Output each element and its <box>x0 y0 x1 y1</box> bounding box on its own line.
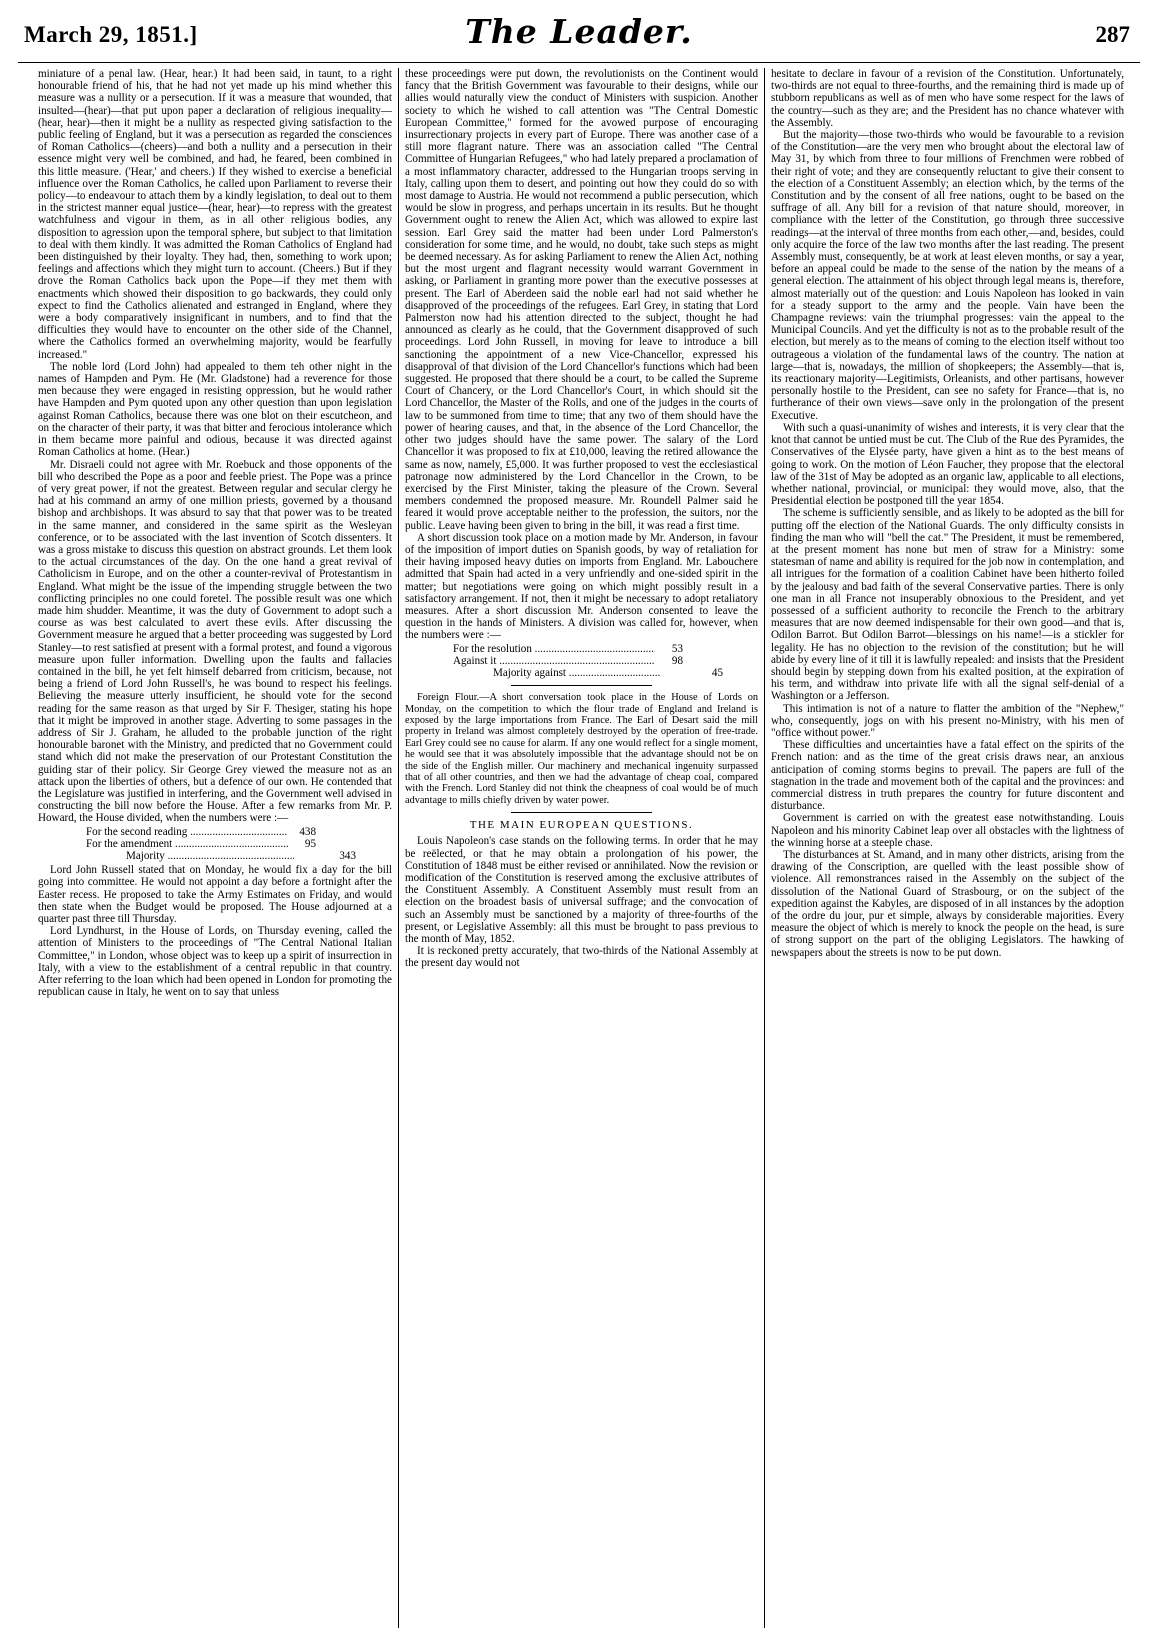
paragraph: hesitate to declare in favour of a revision of the Constitution. Unfortunately, two-thirds are not equal to three-fourths, and the remaining third is made up of stubborn republicans as well as of men who have some respect for the laws of the country—such as they are; and the President has no chance whatever with the Assembly. <box>771 68 1124 129</box>
section-divider <box>511 685 652 686</box>
paragraph: The noble lord (Lord John) had appealed to them teh other night in the names of Hampden and Pym. He (Mr. Gladstone) had a reverence for those men because they were engaged in resisting oppression, but he would rather have Hampden and Pym quoted upon any other question than upon legislation against Roman Catholics, because there was one blot on their escutcheon, and on the character of their party, it was that bitter and ferocious intolerance which in them became more painful and odious, because it was directed against Roman Catholics at home. (Hear.) <box>38 360 392 459</box>
paragraph: A short discussion took place on a motion made by Mr. Anderson, in favour of the imposition of import duties on Spanish goods, by way of retaliation for their having imposed heavy duties on imports from England. Mr. Labouchere admitted that Spain had acted in a very unfriendly and one-sided spirit in the matter; but negotiations were going on which might possibly result in a satisfactory arrangement. If not, then it might be necessary to adopt retaliatory measures. After a short discussion Mr. Anderson consented to leave the question in the hands of Ministers. A division was called for, however, when the numbers were :— <box>405 531 758 642</box>
section-divider <box>511 812 652 813</box>
paragraph: Lord John Russell stated that on Monday, he would fix a day for the bill going into committee. He would not appoint a day before a fortnight after the Easter recess. He proposed to take the Army Estimates on Friday, and would then state when the Budget would be proposed. The House adjourned at a quarter past three till Thursday. <box>38 864 392 926</box>
article-columns <box>32 68 1132 1628</box>
division-row: For the second reading ..... 438 <box>86 826 316 838</box>
column-3 <box>764 68 1130 1628</box>
issue-date: March 29, 1851.] <box>24 22 198 47</box>
header-rule <box>18 62 1140 63</box>
paragraph: The scheme is sufficiently sensible, and as likely to be adopted as the bill for putting off the election of the National Guards. The only difficulty consists in finding the man who will "bell the cat." The President, it must be remembered, at the present moment has none but men of straw for a Ministry: some statesman of name and ability is required for the job now in contemplation, and all intrigues for the formation of a coalition Cabinet have been hitherto foiled by the jealousy and bad faith of the several Conservative parties. There is only one man in all France not insuperably obnoxious to the President, and yet possessed of a sufficient authority to reconcile the French to the arbitrary measures that are now deemed indispensable for their own good—and that is, Odilon Barrot. But Odilon Barrot—blessings on his name!—is a stickler for legality. He has no objection to the revision of the constitution; but he will abide by every line of it till it is lawfully repealed: and insists that the President should begin by stepping down from his exalted position, at the expiration of his term, and withdraw into private life with all the signal self-denial of a Washington or a Jefferson. <box>771 507 1124 703</box>
paragraph: Government is carried on with the greatest ease notwithstanding. Louis Napoleon and his minority Cabinet leap over all obstacles with the lightness of the winning horse at a steeple chase. <box>771 812 1124 849</box>
paragraph: These difficulties and uncertainties have a fatal effect on the spirits of the French nation: and as the time of the great crisis draws near, an anxious anticipation of coming storms begins to prevail. The papers are full of the stagnation in the trade and movement both of the capital and the provinces: and commercial distress in truth prepares the country for future discontent and disturbance. <box>771 739 1124 813</box>
division-table <box>38 826 392 863</box>
column-2 <box>398 68 764 1628</box>
division-table <box>405 643 758 680</box>
masthead <box>0 0 1158 56</box>
paragraph: miniature of a penal law. (Hear, hear.) It had been said, in taunt, to a right honourable friend of his, that he had not yet made up his mind whether this measure was a nullity or a persecution. If it was a measure that wounded, that insulted—(hear)—that put upon paper a declaration of religious inequality—(hear, hear)—then it might be a nullity as respected giving satisfaction to the public feeling of England, but it was a persecution as regarded the consciences of Roman Catholics—(cheers)—and both a nullity and a persecution in their essence might very well be combined, and had, he feared, been combined in this little measure. ('Hear,' and cheers.) If they wished to exercise a beneficial influence over the Roman Catholics, he called upon Parliament to reverse their policy—to endeavour to attach them by a kindly legislation, to deal out to them in the strictest manner equal justice—(hear, hear)—to repress with the greatest watchfulness and vigour in them, as in all other religious bodies, any disposition to agression upon the temporal sphere, but subject to that limitation to deal with them kindly. It was admitted the Roman Catholics of England had been distinguished by their loyalty. They had, then, something to work upon; feelings and affections which they might turn to account. (Cheers.) But if they drove the Roman Catholics back upon the Pope—if they met them with enactments which showed their disposition to go backwards, they could only expect to find the Catholics alienated and estranged in England, where they were a body comparatively insignificant in numbers, and to find that the difficulties they would have to encounter on the other side of the Channel, where the Catholics formed an overwhelming majority, would be fearfully increased." <box>38 68 392 361</box>
paragraph: But the majority—those two-thirds who would be favourable to a revision of the Constitution—are the very men who brought about the electoral law of May 31, by which from three to four millions of Frenchmen were robbed of their right of vote; and they are consequently reluctant to give their consent to the election of a Constituent Assembly; an election which, by the terms of the Constitution and by the consent of all free nations, ought to be based on the suffrage of all. Any bill for a revision of that nature should, moreover, in compliance with the letter of the Constitution, go through three successive readings—at the interval of three months from each other,—and, besides, could only acquire the force of the law two months after the last reading. The present Assembly must, consequently, be at work at least eleven months, or say a year, before an appeal could be made to the sense of the nation by the means of a general election. The attainment of his object through legal means is, therefore, almost materially out of the question: and Louis Napoleon has looked in vain for a steady support to the army and the people. Vain have been the Champagne reviews: vain the triumphal progresses: vain the appeal to the Municipal Councils. And yet the difficulty is not as to the probable result of the election, but merely as to the means of coming to the election itself without too outrageous a violation of the fundamental laws of the country. The nation at large—that is, nowadays, the million of shopkeepers; the Assembly—that is, its reactionary majority—Legitimists, Orleanists, and other partisans, however personally hostile to the President, can see no safety for France—that is, no furtherance of their own views—save only in the prolongation of the present Executive. <box>771 129 1124 422</box>
paragraph: Mr. Disraeli could not agree with Mr. Roebuck and those opponents of the bill who described the Pope as a poor and feeble priest. The Pope was a prince of very great power, if not the greatest. Between regular and secular clergy he had at his command an army of one million priests, governed by a thousand bishop and archbishops. It was absurd to say that that power was to be treated in the same manner, and considered in the same spirit as the Wesleyan conference, or to be associated with the last invention of Scotch dissenters. It was a gross mistake to discuss this question on abstract grounds. Let them look to the actual circumstances of the day. On the one hand a great revival of Catholicism in Europe, and on the other a counter-revival of Protestantism in England. What might be the issue of the impending struggle between the two conflicting principles no one could foretel. The possible result was one which made him shudder. Meantime, it was the duty of Government to adopt such a course as was best calculated to avert these evils. After discussing the Government measure he argued that a better proceeding was suggested by Lord Stanley—to rest satisfied at present with a formal protest, and found a vigorous measure upon fuller information. Dwelling upon the faults and fallacies contained in the bill, he yet felt himself debarred from criticism, because, not being a friend of Lord John Russell's, he was bound to respect his feelings. Believing the measure utterly insufficient, he should vote for the second reading for the same reason as that urged by Sir F. Thesiger, stating his hope that it might be improved in another stage. Adverting to some passages in the address of Sir J. Graham, he alluded to the probable junction of the right honourable baronet with the Ministry, and predicted that no Government could stand which did not make the preservation of our Protestant Constitution the guiding star of their policy. Sir George Grey viewed the measure not as an attack upon the liberties of others, but a defence of our own. He contended that the Legislature was justified in interfering, and the Government well advised in constructing the bill now before the House. After a few remarks from Mr. P. Howard, the House divided, when the numbers were :— <box>38 458 392 825</box>
paragraph: The disturbances at St. Amand, and in many other districts, arising from the drawing of the Conscription, are quelled with the least possible show of violence. All remonstrances raised in the Assembly on the subject of the dissolution of the National Guard of Strasbourg, or on the subject of the expedition against the Kabyles, are disposed of in all instances by the adoption of the ordre du jour, pur et simple, always by considerable majorities. Every measure the object of which is merely to knock the people on the head, is sure of strong support on the part of the obliging Legislators. The hawking of newspapers about the streets is now to be put down. <box>771 849 1124 959</box>
paragraph: It is reckoned pretty accurately, that two-thirds of the National Assembly at the present day would not <box>405 945 758 970</box>
paragraph: these proceedings were put down, the revolutionists on the Continent would fancy that the British Government was favourable to their designs, while our allies would naturally view the conduct of Ministers with suspicion. Another society to which he wished to call attention was "The Central Domestic European Committee," formed for the avowed purpose of encouraging insurrectionary projects in every part of Europe. There was another case of a still more flagrant nature. There was an association called "The Central Committee of Hungarian Refugees," who had lately prepared a proclamation of a most inflammatory character, addressed to the Hungarian troops serving in Italy, calling upon them to desert, and pointing out how they could do so with most damage to Austria. He would not recommend a public persecution, which would be slow in progress, and perhaps uncertain in its results. But he thought Government ought to renew the Alien Act, which was allowed to expire last session. Earl Grey said the matter had been under Lord Palmerston's consideration for some time, and he would, no doubt, take such steps as might be deemed necessary. As for asking Parliament to renew the Alien Act, nothing but the most urgent and flagrant necessity would warrant Government in asking, or Parliament in granting more power than the executive possesses at present. The Earl of Aberdeen said the noble earl had not said whether he disapproved of the proceedings of the refugees. Earl Grey, in stating that Lord Palmerston now had his attention directed to the subject, thought he had announced as clearly as he could, that the Government disapproved of such proceedings. Lord John Russell, in moving for leave to introduce a bill sanctioning the appointment of a new Vice-Chancellor, expressed his disapproval of that division of the Lord Chancellor's functions which had been suggested. He proposed that there should be a court, to be called the Supreme Court of Chancery, or the Lord Chancellor's Court, in which should sit the Lord Chancellor, the Master of the Rolls, and one of the judges in the courts of law to be summoned from time to time; that any two of them should have the power of hearing causes, and that, in the absence of the Lord Chancellor, the other two judges should have the same power. The salary of the Lord Chancellor it was proposed to fix at £10,000, leaving the retired allowance the same as now, namely, £5,000. It was further proposed to vest the ecclesiastical patronage now administered by the Lord Chancellor in the Crown, to be exercised by the First Minister, taking the pleasure of the Crown. Several members condemned the proposed measure. Mr. Roundell Palmer said he feared it would prove acceptable neither to the profession, the suitors, nor the public. Leave having been given to bring in the bill, it was read a first time. <box>405 68 758 532</box>
division-row: For the resolution ..... 53 <box>453 643 683 655</box>
newspaper-title: The Leader. <box>465 12 693 51</box>
paragraph: Foreign Flour.—A short conversation took place in the House of Lords on Monday, on the competition to which the flour trade of England and Ireland is exposed by the large importations from France. The Earl of Desart said the mill property in Ireland was almost completely destroyed by the operation of free-trade. Earl Grey could see no cause for alarm. If any one would reflect for a single moment, he would see that it was absolutely impossible that the advantage should not be on the side of the English miller. Our machinery and mechanical ingenuity surpassed that of all other countries, and then we had the advantage of cheap coal, compared with the French. Lord Stanley did not think the cheapness of coal would be of much advantage to mills chiefly driven by water power. <box>405 692 758 806</box>
paragraph: This intimation is not of a nature to flatter the ambition of the "Nephew," who, consequently, jogs on with his present no-Ministry, with his men of "office without power." <box>771 702 1124 739</box>
division-majority: Majority ..... 343 <box>86 850 356 862</box>
column-1 <box>32 68 398 1628</box>
paragraph: Lord Lyndhurst, in the House of Lords, on Thursday evening, called the attention of Ministers to the proceedings of "The Central National Italian Committee," in London, whose object was to keep up a spirit of insurrection in Italy, with a view to the establishment of a central republic in that country. After referring to the loan which had been opened in London for promoting the republican cause in Italy, he went on to say that unless <box>38 925 392 999</box>
division-row: Against it ..... 98 <box>453 655 683 667</box>
paragraph: Louis Napoleon's case stands on the following terms. In order that he may be reëlected, or that he may obtain a prolongation of his power, the Constitution of 1848 must be either revised or annihilated. Now the revision or modification of the Constitution is reserved among the exclusive attributes of the Constituent Assembly. A Constituent Assembly must result from an election on the broadest basis of universal suffrage; and the convocation of such an Assembly must be sanctioned by a majority of three-fourths of the present, or Legislative Assembly: all this must be brought to pass previous to the month of May, 1852. <box>405 835 758 946</box>
page-number: 287 <box>1095 22 1130 47</box>
division-majority: Majority against ..... 45 <box>453 667 723 679</box>
division-row: For the amendment ..... 95 <box>86 838 316 850</box>
section-heading: THE MAIN EUROPEAN QUESTIONS. <box>469 819 694 832</box>
paragraph: With such a quasi-unanimity of wishes and interests, it is very clear that the knot that cannot be untied must be cut. The Club of the Rue des Pyramides, the Conservatives of the Elysée party, have given a hint as to the best means of going to work. On the motion of Léon Faucher, they propose that the electoral law of the 31st of May be adopted as an organic law, applicable to all elections, whether national, provincial, or municipal: they would move, also, that the Presidential election be postponed till the year 1854. <box>771 421 1124 508</box>
